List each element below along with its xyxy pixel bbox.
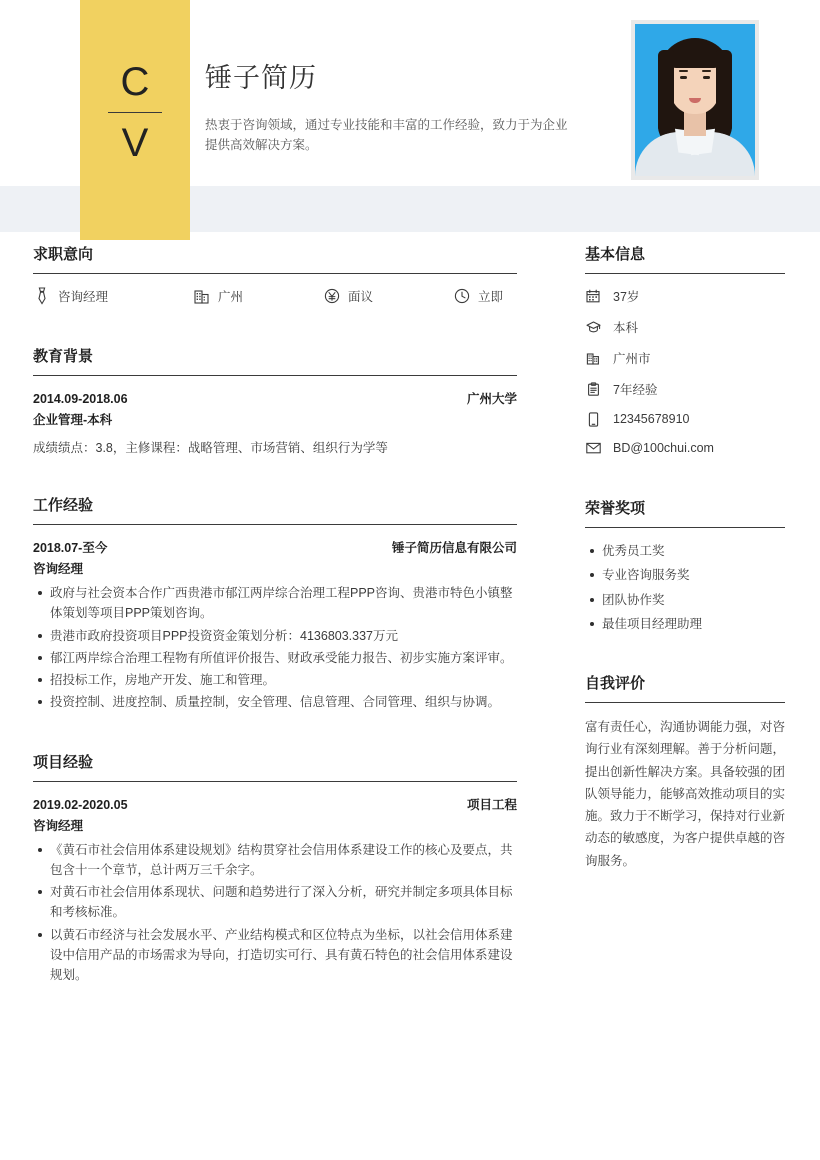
basic-info-experience-label: 7年经验 — [613, 383, 658, 397]
basic-info-list — [585, 287, 785, 469]
section-divider — [33, 524, 517, 525]
basic-info-email — [585, 440, 785, 469]
spacer — [33, 721, 517, 751]
work-company: 锤子简历信息有限公司 — [391, 541, 517, 555]
basic-info-age — [585, 287, 785, 318]
section-divider — [585, 273, 785, 274]
graduation-cap-icon — [585, 319, 601, 335]
basic-info-age-label: 37岁 — [613, 290, 640, 304]
project-period: 2019.02-2020.05 — [33, 797, 128, 812]
list-item: 团队协作奖 — [602, 590, 785, 614]
list-item: 郁江两岸综合治理工程物有所值评价报告、财政承受能力报告、初步实施方案评审。 — [50, 648, 517, 670]
job-intent-position — [33, 287, 193, 305]
right-column — [585, 243, 785, 876]
project-bullet-list — [33, 840, 517, 988]
section-divider — [33, 273, 517, 274]
avatar-brow-right — [702, 70, 711, 72]
list-item: 《黄石市社会信用体系建设规划》结构贯穿社会信用体系建设工作的核心及要点，共包含十一个章节，总计两万三千余字。 — [50, 840, 517, 883]
avatar-photo — [635, 24, 755, 176]
list-item: 贵港市政府投资项目PPP投资资金策划分析：4136803.337万元 — [50, 626, 517, 648]
education-school: 广州大学 — [466, 392, 517, 406]
basic-info-degree-label: 本科 — [613, 321, 639, 335]
project-entry — [33, 795, 517, 990]
basic-info-phone-label: 12345678910 — [613, 412, 690, 426]
education-entry — [33, 389, 517, 460]
section-divider — [585, 527, 785, 528]
cv-monogram — [80, 62, 190, 163]
spacer — [33, 464, 517, 494]
section-divider — [33, 375, 517, 376]
list-item: 最佳项目经理助理 — [602, 614, 785, 638]
job-intent-availability-label: 立即 — [478, 290, 504, 304]
section-title-basic-info: 基本信息 — [585, 246, 646, 263]
spacer — [585, 473, 785, 497]
page-title: 锤子简历 — [205, 63, 317, 93]
clipboard-icon — [585, 381, 601, 397]
job-intent-salary-label: 面议 — [348, 290, 374, 304]
basic-info-degree — [585, 318, 785, 349]
work-entry-head — [33, 538, 517, 556]
header-summary: 热衷于咨询领域，通过专业技能和丰富的工作经验，致力于为企业提供高效解决方案。 — [205, 118, 568, 152]
section-divider — [33, 781, 517, 782]
education-period: 2014.09-2018.06 — [33, 392, 128, 406]
basic-info-city-label: 广州市 — [613, 352, 651, 366]
spacer — [33, 315, 517, 345]
section-awards — [585, 497, 785, 638]
section-title-self-evaluation: 自我评价 — [585, 675, 646, 692]
basic-info-phone — [585, 411, 785, 440]
spacer — [585, 642, 785, 672]
envelope-icon — [585, 440, 601, 456]
section-title-job-intent: 求职意向 — [33, 246, 94, 263]
job-intent-salary — [323, 287, 453, 305]
list-item: 政府与社会资本合作广西贵港市郁江两岸综合治理工程PPP咨询、贵港市特色小镇整体策划等项目PPP策划咨询。 — [50, 583, 517, 626]
necktie-icon — [33, 287, 51, 305]
section-self-evaluation — [585, 672, 785, 872]
section-title-awards: 荣誉奖项 — [585, 500, 646, 517]
list-item: 对黄石市社会信用体系现状、问题和趋势进行了深入分析，研究并制定多项具体目标和考核标准。 — [50, 882, 517, 925]
building-icon — [585, 350, 601, 366]
cv-letter-v: V — [121, 121, 149, 165]
clock-icon — [453, 287, 471, 305]
basic-info-experience — [585, 380, 785, 411]
section-divider — [585, 702, 785, 703]
section-basic-info — [585, 243, 785, 469]
cv-divider — [108, 112, 162, 113]
avatar — [631, 20, 759, 180]
calendar-icon — [585, 288, 601, 304]
avatar-hair-left — [658, 50, 674, 134]
job-intent-row — [33, 287, 517, 311]
avatar-eye-left — [680, 76, 687, 79]
work-period: 2018.07-至今 — [33, 541, 108, 555]
self-evaluation-text: 富有责任心，沟通协调能力强，对咨询行业有深刻理解。善于分析问题，提出创新性解决方案。具备较强的团队领导能力，能够高效推动项目的实施。致力于不断学习，保持对行业新动态的敏感度，为客户提供卓越的咨询服务。 — [585, 720, 786, 868]
section-title-project-experience: 项目经验 — [33, 753, 94, 771]
list-item: 优秀员工奖 — [602, 541, 785, 565]
work-bullet-list — [33, 583, 517, 715]
section-work-experience — [33, 494, 517, 717]
avatar-hair-right — [716, 50, 732, 134]
section-title-education: 教育背景 — [33, 348, 94, 365]
project-entry-head — [33, 795, 517, 813]
avatar-eye-right — [703, 76, 710, 79]
job-intent-city-label: 广州 — [218, 290, 244, 304]
basic-info-city — [585, 349, 785, 380]
section-job-intent — [33, 243, 517, 311]
section-project-experience — [33, 751, 517, 990]
section-title-work-experience: 工作经验 — [33, 497, 94, 514]
job-intent-city — [193, 287, 323, 305]
awards-list — [585, 541, 785, 638]
building-icon — [193, 287, 211, 305]
resume-header — [0, 0, 820, 243]
cv-monogram-block — [80, 0, 190, 240]
education-entry-head — [33, 389, 517, 407]
yen-icon — [323, 287, 341, 305]
project-role: 咨询经理 — [33, 818, 84, 833]
job-intent-availability — [453, 287, 503, 305]
list-item: 专业咨询服务奖 — [602, 565, 785, 589]
list-item: 投资控制、进度控制、质量控制，安全管理、信息管理、合同管理、组织与协调。 — [50, 692, 517, 714]
left-column — [33, 243, 517, 993]
section-education — [33, 345, 517, 460]
list-item: 招投标工作，房地产开发、施工和管理。 — [50, 670, 517, 692]
cv-letter-c: C — [120, 60, 150, 104]
education-note: 成绩绩点：3.8，主修课程：战略管理、市场营销、组织行为学等 — [33, 441, 388, 455]
work-role: 咨询经理 — [33, 562, 84, 576]
list-item: 以黄石市经济与社会发展水平、产业结构模式和区位特点为坐标，以社会信用体系建设中信用产品的市场需求为导向，打造切实可行、具有黄石特色的社会信用体系建设规划。 — [50, 925, 517, 988]
avatar-fringe — [668, 44, 722, 68]
phone-icon — [585, 411, 601, 427]
header-text-block — [205, 0, 605, 155]
project-name: 项目工程 — [466, 797, 517, 812]
basic-info-email-label: BD@100chui.com — [613, 441, 714, 455]
education-major: 企业管理-本科 — [33, 413, 113, 427]
avatar-brow-left — [679, 70, 688, 72]
work-entry — [33, 538, 517, 717]
job-intent-position-label: 咨询经理 — [58, 290, 109, 304]
